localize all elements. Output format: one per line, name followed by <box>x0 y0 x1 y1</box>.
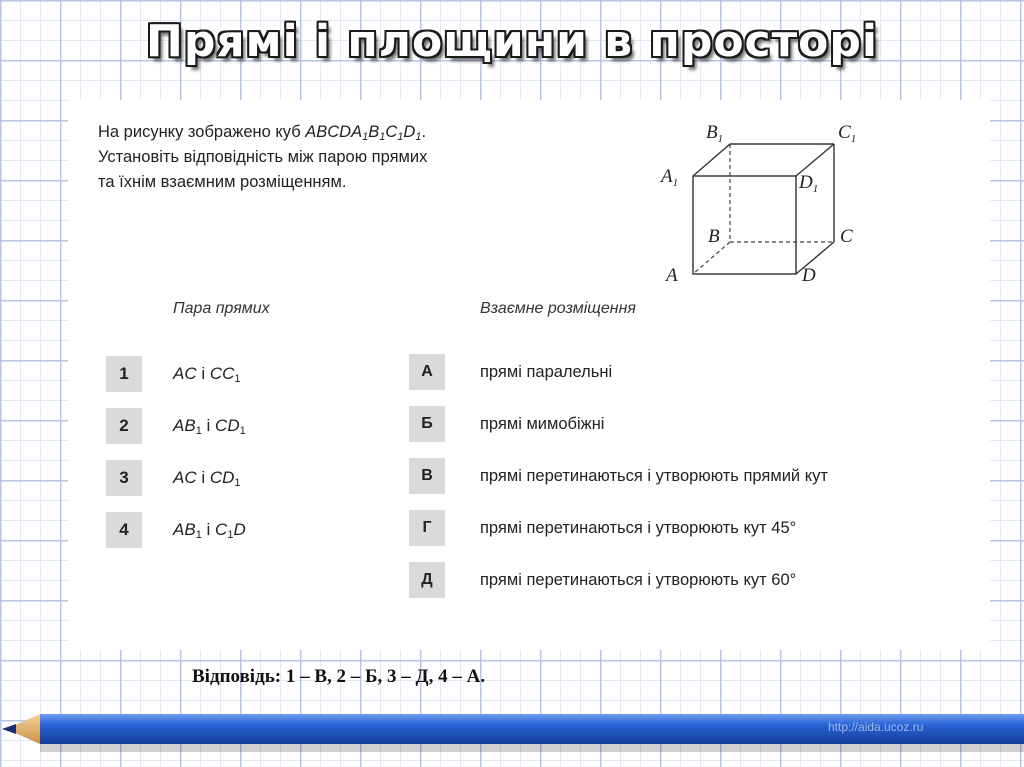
pair-number-box: 2 <box>106 408 142 444</box>
relation-text: прямі мимобіжні <box>480 415 605 433</box>
pair-lines: AC і $CC_1$ <box>173 364 241 385</box>
problem-line1-prefix: На рисунку зображено куб <box>98 123 306 141</box>
label-b1: $B_1$ <box>706 122 724 145</box>
watermark-text: http://aida.ucoz.ru <box>828 720 924 734</box>
relation-text: прямі перетинаються і утворюють кут 45° <box>480 519 797 537</box>
pair-number-box: 4 <box>106 512 142 548</box>
cube-front-face <box>693 176 796 274</box>
problem-statement: На рисунку зображено куб $ABCDA_1B_1C_1D_1$. Установіть відповідність між парою прямих та їхнім взаємним розміщенням. <box>98 123 428 191</box>
label-d1: $D_1$ <box>799 172 819 195</box>
cube-diagram <box>658 116 868 286</box>
relation-letter-box: В <box>409 458 445 494</box>
label-b: B <box>708 226 720 247</box>
label-c: C <box>840 226 853 247</box>
label-c1: $C_1$ <box>838 122 857 145</box>
relation-letter-box: Г <box>409 510 445 546</box>
slide-title: Прямі і площини в просторі <box>146 16 878 67</box>
pairs-column-header: Пара прямих <box>173 300 270 317</box>
relation-letter-box: Б <box>409 406 445 442</box>
pencil-tip <box>2 724 16 734</box>
relation-letter-box: Д <box>409 562 445 598</box>
pair-number-box: 3 <box>106 460 142 496</box>
relation-text: прямі паралельні <box>480 363 613 381</box>
problem-panel <box>68 100 990 650</box>
cube-name: $ABCDA_1B_1C_1D_1$ <box>305 123 422 143</box>
relation-letter-box: А <box>409 354 445 390</box>
label-d: D <box>802 265 816 286</box>
cube-edge <box>693 144 730 176</box>
relations-column-header: Взаємне розміщення <box>480 300 636 317</box>
label-a1: $A_1$ <box>661 166 679 189</box>
pair-number-box: 1 <box>106 356 142 392</box>
relation-text: прямі перетинаються і утворюють кут 60° <box>480 571 797 589</box>
pair-lines: $AB_1$ і $C_1D$ <box>173 520 246 541</box>
pair-lines: $AB_1$ і $CD_1$ <box>173 416 246 437</box>
pair-lines: AC і $CD_1$ <box>173 468 241 489</box>
relation-text: прямі перетинаються і утворюють прямий кут <box>480 467 828 485</box>
problem-line3: та їхнім взаємним розміщенням. <box>98 173 347 191</box>
label-a: A <box>666 265 678 286</box>
problem-line2: Установіть відповідність між парою прямих <box>98 148 428 166</box>
answer-text: Відповідь: 1 – В, 2 – Б, 3 – Д, 4 – А. <box>192 666 486 687</box>
